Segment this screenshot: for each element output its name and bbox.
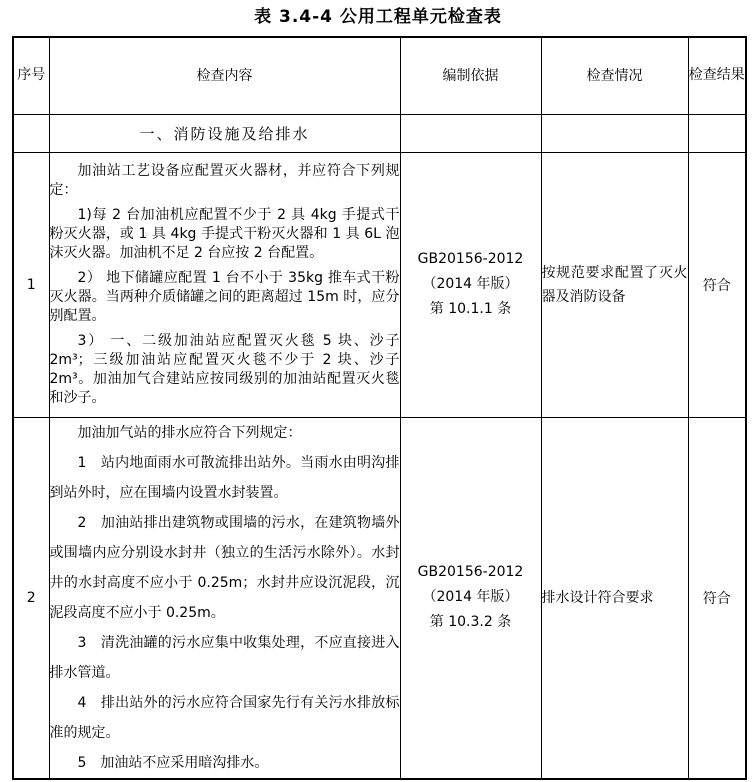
header-cell-situation: [541, 37, 688, 114]
section-cell-result: [688, 114, 746, 152]
header-label-basis: 编制依据: [442, 67, 499, 84]
header-cell-result: [688, 37, 746, 114]
row2-basis-line: 第 10.3.2 条: [429, 614, 512, 630]
section-cell-basis: [400, 114, 541, 152]
header-cell-no: [13, 37, 49, 114]
header-label-situation: 检查情况: [586, 67, 643, 84]
header-label-result: 检查结果: [688, 67, 745, 84]
row2-paragraph: 3 清洗油罐的污水应集中收集处理，不应直接进入排水管道。: [49, 634, 400, 681]
row2-paragraph: 5 加油站不应采用暗沟排水。: [77, 754, 269, 771]
header-label-no: 序号: [17, 67, 46, 84]
row1-paragraph: 2） 地下储罐应配置 1 台不小于 35kg 推车式干粉灭火器。当两种介质储罐之间的距离超过 15m 时，应分别配置。: [49, 269, 400, 324]
row1-basis-line: GB20156-2012: [417, 251, 524, 267]
header-cell-basis: [400, 37, 541, 114]
row2-paragraph: 4 排出站外的污水应符合国家先行有关污水排放标准的规定。: [49, 694, 400, 741]
row2-situation-text: 排水设计符合要求: [541, 589, 654, 606]
row2-result: 符合: [688, 417, 746, 779]
row1-basis-line: （2014 年版）: [422, 276, 519, 292]
row2-paragraph: 1 站内地面雨水可散流排出站外。当雨水由明沟排到站外时，应在围墙内设置水封装置。: [49, 454, 400, 501]
row2-situation-cell: [541, 417, 688, 779]
section-cell-content: [49, 114, 400, 152]
row1-serial: 1: [13, 152, 49, 417]
row1-content-cell: [49, 152, 400, 417]
row1-situation-text: 按规范要求配置了灭火器及消防设备: [541, 264, 688, 305]
row1-result: 符合: [688, 152, 746, 417]
row1-basis-cell: [400, 152, 541, 417]
table-title: 表 3.4-4 公用工程单元检查表: [254, 7, 502, 27]
row1-situation-cell: [541, 152, 688, 417]
section-cell-situation: [541, 114, 688, 152]
table-row: [13, 152, 746, 417]
section-title: 一、消防设施及给排水: [139, 124, 310, 143]
row1-paragraph: 加油站工艺设备应配置灭火器材，并应符合下列规定：: [49, 162, 400, 198]
row2-content-cell: [49, 417, 400, 779]
row1-basis-line: 第 10.1.1 条: [429, 301, 512, 317]
inspection-table: [12, 36, 747, 780]
section-row: [13, 114, 746, 152]
row1-paragraph: 3） 一、二级加油站应配置灭火毯 5 块、沙子 2m³；三级加油站应配置灭火毯不少于 2 块、沙子 2m³。加油加气合建站应按同级别的加油站配置灭火毯和沙子。: [49, 332, 400, 406]
row2-basis-cell: [400, 417, 541, 779]
table-row: [13, 417, 746, 779]
table-header-row: [13, 37, 746, 114]
section-cell-no: [13, 114, 49, 152]
header-label-content: 检查内容: [196, 67, 253, 84]
row2-paragraph: 2 加油站排出建筑物或围墙的污水，在建筑物墙外或围墙内应分别设水封井（独立的生活污水除外）。水封井的水封高度不应小于 0.25m；水封井应设沉泥段，沉泥段高度不应小于 0.25m。: [49, 514, 400, 621]
row2-basis-line: GB20156-2012: [417, 564, 524, 580]
row2-basis-line: （2014 年版）: [422, 589, 519, 605]
row2-paragraph: 加油加气站的排水应符合下列规定：: [77, 424, 302, 441]
header-cell-content: [49, 37, 400, 114]
row2-serial: 2: [13, 417, 49, 779]
row1-paragraph: 1)每 2 台加油机应配置不少于 2 具 4kg 手提式干粉灭火器，或 1 具 4kg 手提式干粉灭火器和 1 具 6L 泡沫灭火器。加油机不足 2 台应按 2 台配置。: [49, 206, 400, 261]
